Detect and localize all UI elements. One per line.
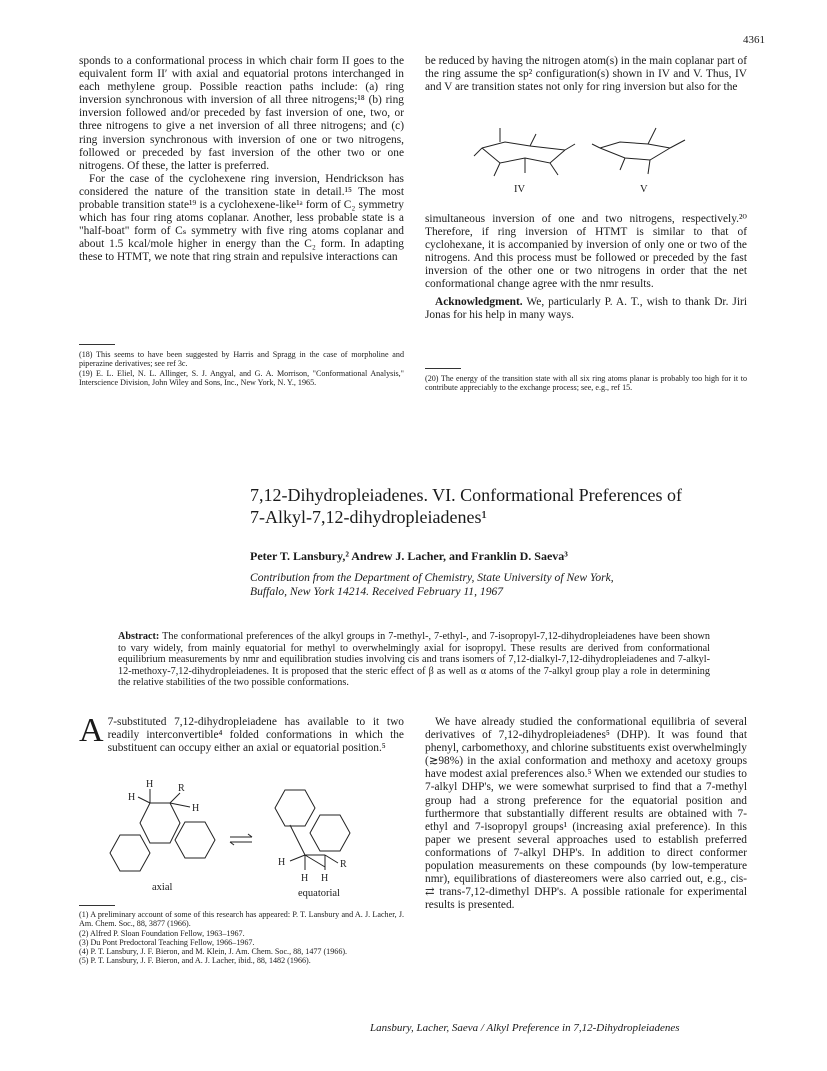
atom-label: H: [301, 873, 309, 884]
figure-label-iv: IV: [514, 184, 526, 195]
footnote-rule: [425, 368, 461, 369]
footnote: (2) Alfred P. Sloan Foundation Fellow, 1963–1967.: [79, 928, 245, 938]
equatorial-structure: [275, 790, 350, 870]
structure-v: [592, 128, 685, 174]
axial-label: axial: [152, 882, 173, 893]
bottom-left-intro: [79, 712, 404, 755]
footnote: (1) A preliminary account of some of this research has appeared: P. T. Lansbury and A. J. Lacher, J. Am. Chem. Soc., 88, 3877 (1966).: [79, 910, 404, 929]
atom-label: R: [178, 783, 185, 794]
abstract-text: The conformational preferences of the alkyl groups in 7-methyl-, 7-ethyl-, and 7-isopropyl-7,12-dihydropleiadenes have been shown to vary widely, from mainly equatorial for methyl to overwhelmingly axial for isopropyl. These results are derived from conformational equilibrium measurements by nmr and equilibration studies involving cis and trans isomers of 7,12-dialkyl-7,12-dihydropleiadenes and 7-alkyl-12-methoxy-7,12-dihydropleiadenes. It is proposed that the steric effect of β as well as α atoms of the 7-alkyl group play a role in determining the relative stabilities of the two possible conformations.: [118, 631, 710, 689]
atom-label: H: [192, 803, 200, 814]
footnote: (18) This seems to have been suggested by Harris and Spragg in the case of morpholine and piperazine derivatives; see ref 3c.: [79, 350, 404, 369]
footnote-rule: [79, 344, 115, 345]
transition-state-figure: [470, 118, 700, 198]
paragraph: simultaneous inversion of one and two nitrogens, respectively.²⁰ Therefore, if ring inversion of HTMT is similar to that of cyclohexane, it is accompanied by inversion of only one or two of the nitrogens. And this process must be followed or preceded by the fast inversion of the other one or two nitrogens in order that the net conformational change agree with the nmr results.: [425, 213, 747, 291]
atom-label: H: [146, 779, 154, 790]
acknowledgment: [425, 296, 747, 322]
affiliation: [250, 571, 750, 599]
top-right-column-lower: [425, 213, 747, 322]
abstract: [118, 631, 710, 689]
ack-text: We, particularly P. A. T., wish to thank Dr. Jiri Jonas for his help in many ways.: [425, 295, 747, 321]
page-number: 4361: [743, 34, 765, 46]
footnote: (3) Du Pont Predoctoral Teaching Fellow, 1966–1967.: [79, 937, 255, 947]
footnote: (4) P. T. Lansbury, J. F. Bieron, and M. Klein, J. Am. Chem. Soc., 88, 1477 (1966).: [79, 947, 348, 957]
footnote-rule: [79, 905, 115, 906]
atom-label: H: [128, 792, 136, 803]
atom-label: H: [278, 857, 286, 868]
article-title: [250, 484, 770, 528]
affiliation-line-2: Buffalo, New York 14214. Received February 11, 1967: [250, 585, 504, 598]
atom-label: R: [340, 859, 347, 870]
equatorial-label: equatorial: [298, 888, 340, 899]
axial-structure: [110, 789, 215, 871]
atom-label: H: [321, 873, 329, 884]
bottom-right-column: We have already studied the conformational equilibria of several derivatives of 7,12-dihydropleiadenes⁵ (DHP). It was found that phenyl, carbomethoxy, and chlorine substituents exist overwhelmingly (≳98%) in the axial conformation and methoxy and acetoxy groups have modest axial preferences also.⁵ When we extended our studies to 7-alkyl DHP's, we were somewhat surprised to find that a 7-methyl group had a strong preference for the equatorial position and furthermore that substantially different results are obtained with 7-ethyl and 7-isopropyl groups¹ (increasing axial preference). In this paper we present several approaches used to establish preferred conformations of 7-alkyl DHP's. In addition to direct conformer population measurements on these compounds (by low-temperature nmr), equilibrations of diastereomers were also carried out, e.g., cis- ⇄ trans-7,12-dimethyl DHP's. A possible rationale for experimental results is presented.: [425, 716, 747, 912]
drop-cap: A: [79, 712, 104, 749]
affiliation-line-1: Contribution from the Department of Chemistry, State University of New York,: [250, 571, 614, 584]
top-right-column-upper: be reduced by having the nitrogen atom(s) in the main coplanar part of the ring assume the sp² configuration(s) shown in IV and V. Thus, IV and V are transition states not only for ring inversion but also for the: [425, 55, 747, 94]
conformation-figure: [80, 775, 400, 900]
top-left-footnotes: [79, 350, 404, 387]
structure-iv: [474, 128, 575, 176]
top-left-column: [79, 55, 404, 265]
ack-heading: Acknowledgment.: [435, 295, 523, 308]
title-line-2: 7-Alkyl-7,12-dihydropleiadenes¹: [250, 507, 487, 527]
abstract-heading: Abstract:: [118, 631, 160, 642]
footnote: (5) P. T. Lansbury, J. F. Bieron, and A. J. Lacher, ibid., 88, 1482 (1966).: [79, 956, 311, 966]
intro-text: 7-substituted 7,12-dihydropleiadene has available to it two readily interconvertible⁴ folded conformations in which the substituent can occupy either an axial or equatorial position.⁵: [107, 716, 404, 755]
paragraph: sponds to a conformational process in which chair form II goes to the equivalent form II′ with axial and equatorial protons interchanged in each methylene group. Possible reaction paths include: (a) ring inversion synchronous with inversion of all three nitrogens;¹⁸ (b) ring inversion followed and/or preceded by fast inversion of one, two, or three nitrogens to give a net inversion of all three nitrogens; and (c) ring inversion synchronous with inversion of one or two nitrogens, followed or preceded by fast inversion of the other two or one nitrogens. Of these, the latter is preferred.: [79, 55, 404, 172]
figure-label-v: V: [640, 184, 648, 195]
equilibrium-arrows: [230, 834, 252, 845]
title-line-1: 7,12-Dihydropleiadenes. VI. Conformational Preferences of: [250, 485, 683, 505]
bottom-left-footnotes: [79, 910, 404, 966]
paragraph: For the case of the cyclohexene ring inversion, Hendrickson has considered the nature of the transition state in detail.¹⁵ The most probable transition state¹⁹ is a cyclohexene-like¹ᵃ form of C₂ symmetry which has four ring atoms coplanar. Another, less probable state is a "half-boat" form of Cₛ symmetry with five ring atoms coplanar and about 1.5 kcal/mole higher in energy than the C₂ form. In adapting these to HTMT, we note that ring strain and repulsive interactions can: [79, 172, 404, 264]
running-footer: Lansbury, Lacher, Saeva / Alkyl Preference in 7,12-Dihydropleiadenes: [370, 1022, 680, 1034]
authors: Peter T. Lansbury,² Andrew J. Lacher, and Franklin D. Saeva³: [250, 549, 568, 563]
top-right-footnote: (20) The energy of the transition state with all six ring atoms planar is probably too high for it to contribute appreciably to the exchange process; see, e.g., ref 15.: [425, 374, 747, 393]
footnote: (19) E. L. Eliel, N. L. Allinger, S. J. Angyal, and G. A. Morrison, "Conformational Analysis," Interscience Division, John Wiley and Sons, Inc., New York, N. Y., 1965.: [79, 368, 404, 387]
